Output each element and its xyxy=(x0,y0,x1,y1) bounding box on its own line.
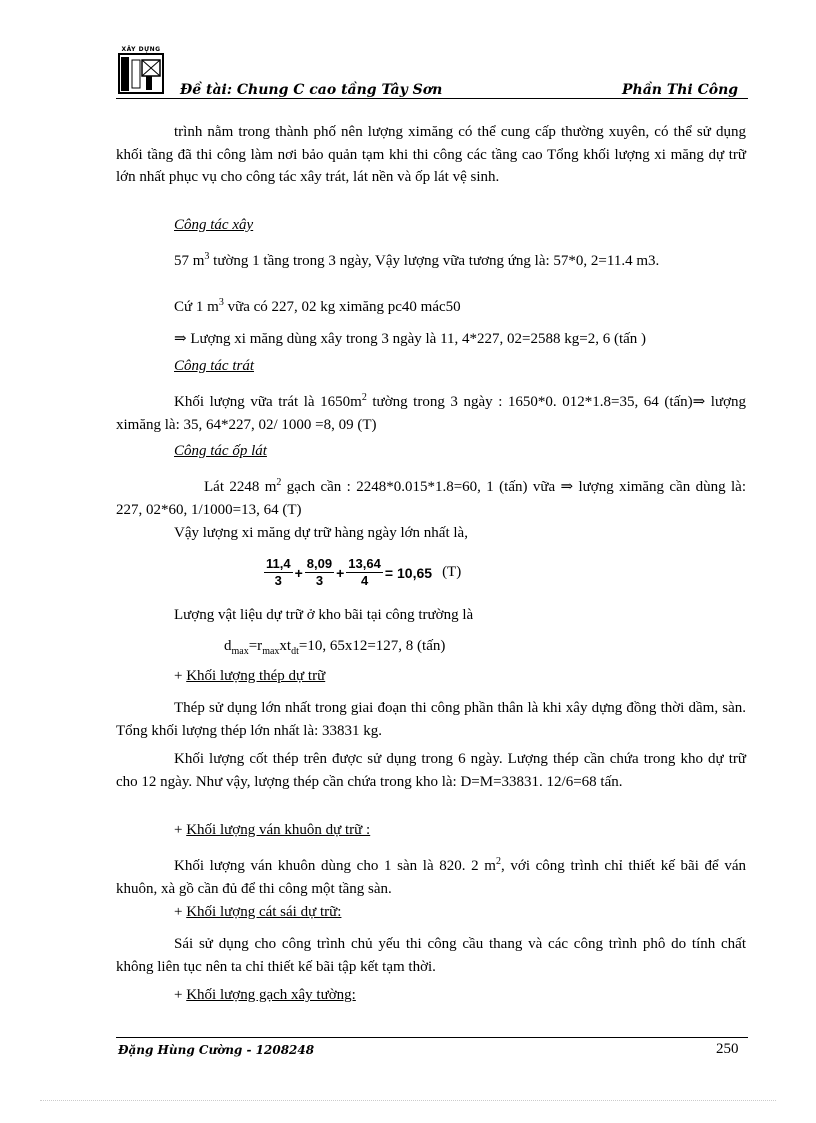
paragraph-luong-vat-lieu: Lượng vật liệu dự trữ ở kho bãi tại công trường là xyxy=(174,607,474,623)
heading-gach-xay: + Khối lượng gạch xây tường: xyxy=(174,987,356,1003)
heading-cong-tac-op-lat: Công tác ốp lát xyxy=(174,443,267,459)
heading-khoi-luong-thep: + Khối lượng thép dự trữ xyxy=(174,668,326,684)
paragraph-op-lat: Lát 2248 $m^2$ gạch cần : 2248*0.015*1.8=60, 1 (tấn) vữa ⇒ lượng ximăng cần dùng là: 227, 02*60, 1/1000=13, 64 (T) xyxy=(116,477,746,518)
page-edge-dots xyxy=(40,1100,776,1101)
paragraph-van-khuon: Khối lượng ván khuôn dùng cho 1 sàn là 820. 2 $m^2$, với công trình chỉ thiết kế bãi để ván khuôn, xà gồ cần đủ để thi công một tầng sàn. xyxy=(116,856,746,897)
formula-unit: (T) xyxy=(442,564,462,580)
paragraph-cat-sai: Sái sử dụng cho công trình chủ yếu thi công cầu thang và các công trình phô do tính chất không liên tục nên ta chỉ thiết kế bãi tập kết tạm thời. xyxy=(116,936,746,975)
paragraph-intro: trình nằm trong thành phố nên lượng ximăng có thể cung cấp thường xuyên, có thể sử dụng khối tầng đã thi công làm nơi bảo quản tạm khi thi công các tầng cao Tổng khối lượng xi măng dự trữ lớn nhất phục vụ cho công tác xây trát, lát nền và ốp lát vệ sinh. xyxy=(116,124,746,185)
paragraph-thep-1: Thép sử dụng lớn nhất trong giai đoạn thi công phần thân là khi xây dựng đồng thời dầm, sàn. Tổng khối lượng thép lớn nhất là: 33831 kg. xyxy=(116,700,746,739)
plus-sign: + xyxy=(336,564,345,581)
footer-rule xyxy=(116,1037,748,1038)
heading-cong-tac-trat: Công tác trát xyxy=(174,358,255,374)
paragraph-xay-3: ⇒ Lượng xi măng dùng xây trong 3 ngày là 11, 4*227, 02=2588 kg=2, 6 (tấn ) xyxy=(174,331,647,347)
paragraph-trat: Khối lượng vữa trát là $1650m^2$ tường trong 3 ngày : 1650*0. 012*1.8=35, 64 (tấn)⇒ lượng ximăng là: 35, 64*227, 02/ 1000 =8, 09 (T) xyxy=(116,392,747,433)
header-title-right: Phần Thi Công xyxy=(622,82,739,98)
header-rule xyxy=(116,98,748,99)
paragraph-vay-luong: Vậy lượng xi măng dự trữ hàng ngày lớn nhất là, xyxy=(174,525,468,541)
heading-cong-tac-xay: Công tác xây xyxy=(174,217,254,233)
fraction-1: $\frac{11,4}{3}$ xyxy=(266,556,291,588)
formula-dmax: $d_{max}=r_{max}xt_{dt}=10$, 65x12=127, 8 (tấn) xyxy=(224,638,446,657)
paragraph-xay-2: Cứ 1 $m^3$ vữa có 227, 02 kg ximăng pc40 mác50 xyxy=(174,297,461,315)
logo-graphic xyxy=(118,48,164,94)
fraction-3: $\frac{13,64}{4}$ xyxy=(348,556,381,588)
heading-cat-sai: + Khối lượng cát sái dự trữ: xyxy=(174,904,342,920)
footer-author: Đặng Hùng Cường - 1208248 xyxy=(118,1043,315,1057)
equals-sign: = xyxy=(384,564,394,581)
fraction-2: $\frac{8,09}{3}$ xyxy=(306,556,333,588)
header-title-left: Đề tài: Chung C cao tầng Tây Sơn xyxy=(180,82,443,98)
plus-sign: + xyxy=(294,564,303,581)
logo xyxy=(118,48,164,94)
paragraph-xay-1: 57 $m^3$ tường 1 tầng trong 3 ngày, Vậy lượng vữa tương ứng là: 57*0, 2=11.4 m3. xyxy=(174,251,660,269)
page-number: 250 xyxy=(716,1041,739,1057)
formula-cement xyxy=(264,556,461,589)
paragraph-thep-2: Khối lượng cốt thép trên được sử dụng trong 6 ngày. Lượng thép cần chứa trong kho dự trữ cho 12 ngày. Như vậy, lượng thép cần chứa trong kho là: D=M=33831. 12/6=68 tấn. xyxy=(116,751,746,790)
heading-van-khuon: + Khối lượng ván khuôn dự trữ : xyxy=(174,822,371,838)
formula-result: 10,65 xyxy=(397,564,433,581)
logo-text: XÂY DỰNG xyxy=(121,46,161,53)
